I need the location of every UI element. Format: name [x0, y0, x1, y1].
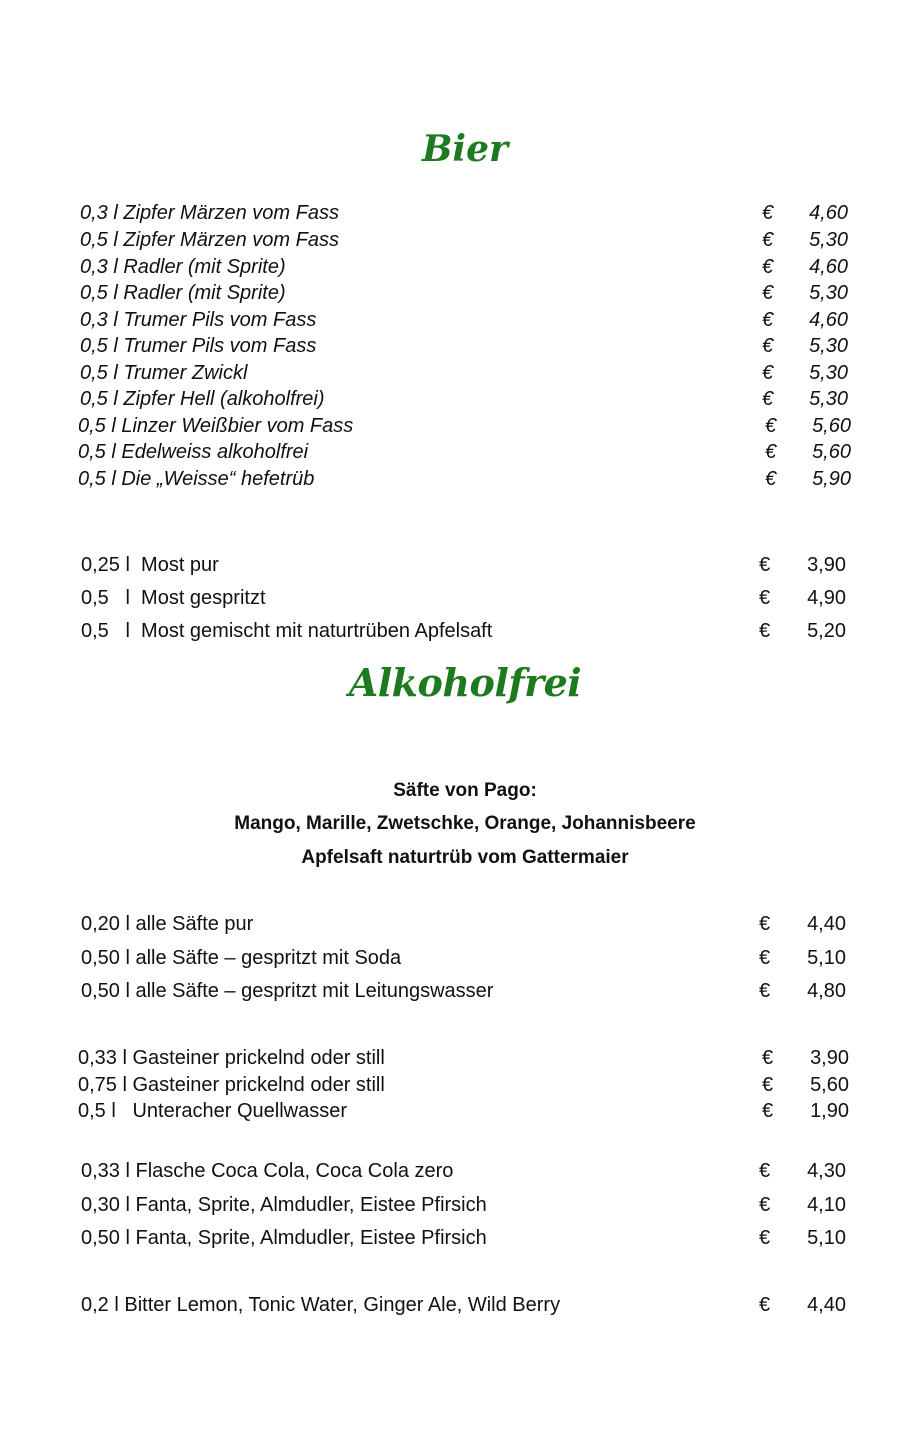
menu-item [81, 1192, 881, 1218]
currency-symbol: € [762, 335, 774, 357]
item-description: 0,5 l Radler (mit Sprite) [80, 282, 286, 304]
item-description: 0,5 l Unteracher Quellwasser [78, 1100, 348, 1122]
item-description: 0,33 l Flasche Coca Cola, Coca Cola zero [81, 1160, 454, 1182]
item-description: 0,5 l Die „Weisse“ hefetrüb [78, 468, 315, 490]
item-description: 0,5 l Zipfer Märzen vom Fass [80, 229, 339, 251]
menu-item [81, 978, 881, 1004]
item-price: 3,90 [810, 1047, 849, 1069]
currency-symbol: € [765, 468, 777, 490]
currency-symbol: € [762, 362, 774, 384]
menu-item [81, 552, 881, 578]
menu-item [78, 466, 878, 492]
section-title-bier: Bier [422, 128, 508, 170]
currency-symbol: € [762, 388, 774, 410]
item-description: 0,2 l Bitter Lemon, Tonic Water, Ginger Ale, Wild Berry [81, 1294, 561, 1316]
currency-symbol: € [765, 441, 777, 463]
item-description: 0,5 l Most gemischt mit naturtrüben Apfelsaft [81, 620, 493, 642]
menu-item [81, 1292, 881, 1318]
currency-symbol: € [765, 415, 777, 437]
juice-flavors-line: Mango, Marille, Zwetschke, Orange, Johannisbeere [234, 813, 696, 834]
menu-item [80, 280, 880, 306]
currency-symbol: € [762, 256, 774, 278]
item-description: 0,3 l Trumer Pils vom Fass [80, 309, 317, 331]
item-price: 5,90 [812, 468, 851, 490]
item-price: 4,60 [809, 202, 848, 224]
item-price: 5,30 [809, 388, 848, 410]
item-price: 5,60 [812, 415, 851, 437]
menu-item [81, 1158, 881, 1184]
item-description: 0,3 l Radler (mit Sprite) [80, 256, 286, 278]
currency-symbol: € [759, 620, 771, 642]
menu-item [81, 585, 881, 611]
currency-symbol: € [759, 1227, 771, 1249]
item-description: 0,50 l alle Säfte – gespritzt mit Leitungswasser [81, 980, 494, 1002]
item-price: 5,10 [807, 1227, 846, 1249]
item-description: 0,5 l Trumer Pils vom Fass [80, 335, 317, 357]
menu-item [78, 1045, 878, 1071]
item-price: 4,40 [807, 913, 846, 935]
menu-item [80, 333, 880, 359]
menu-item [81, 1225, 881, 1251]
item-price: 5,20 [807, 620, 846, 642]
item-description: 0,33 l Gasteiner prickelnd oder still [78, 1047, 385, 1069]
currency-symbol: € [762, 202, 774, 224]
currency-symbol: € [759, 1160, 771, 1182]
menu-item [80, 200, 880, 226]
menu-item [78, 439, 878, 465]
item-description: 0,50 l Fanta, Sprite, Almdudler, Eistee Pfirsich [81, 1227, 487, 1249]
currency-symbol: € [759, 1194, 771, 1216]
currency-symbol: € [762, 309, 774, 331]
item-price: 5,30 [809, 335, 848, 357]
currency-symbol: € [759, 587, 771, 609]
item-description: 0,5 l Zipfer Hell (alkoholfrei) [80, 388, 325, 410]
menu-item [81, 618, 881, 644]
currency-symbol: € [759, 1294, 771, 1316]
menu-item [80, 360, 880, 386]
item-description: 0,5 l Linzer Weißbier vom Fass [78, 415, 354, 437]
item-price: 4,90 [807, 587, 846, 609]
item-description: 0,3 l Zipfer Märzen vom Fass [80, 202, 339, 224]
item-description: 0,5 l Edelweiss alkoholfrei [78, 441, 309, 463]
menu-item [80, 307, 880, 333]
item-price: 4,40 [807, 1294, 846, 1316]
item-description: 0,20 l alle Säfte pur [81, 913, 254, 935]
menu-item [78, 1072, 878, 1098]
item-description: 0,25 l Most pur [81, 554, 219, 576]
item-price: 4,60 [809, 309, 848, 331]
item-price: 4,10 [807, 1194, 846, 1216]
menu-item [80, 227, 880, 253]
item-description: 0,5 l Trumer Zwickl [80, 362, 248, 384]
menu-item [78, 1098, 878, 1124]
menu-item [81, 911, 881, 937]
currency-symbol: € [762, 229, 774, 251]
item-price: 4,60 [809, 256, 848, 278]
item-description: 0,50 l alle Säfte – gespritzt mit Soda [81, 947, 402, 969]
item-price: 1,90 [810, 1100, 849, 1122]
juice-brand-line: Säfte von Pago: [393, 780, 537, 801]
currency-symbol: € [762, 1074, 774, 1096]
item-description: 0,30 l Fanta, Sprite, Almdudler, Eistee Pfirsich [81, 1194, 487, 1216]
item-price: 5,60 [810, 1074, 849, 1096]
menu-item [80, 386, 880, 412]
menu-item [78, 413, 878, 439]
item-price: 5,60 [812, 441, 851, 463]
item-price: 5,30 [809, 362, 848, 384]
item-description: 0,5 l Most gespritzt [81, 587, 266, 609]
currency-symbol: € [762, 282, 774, 304]
currency-symbol: € [759, 947, 771, 969]
currency-symbol: € [759, 913, 771, 935]
item-price: 5,10 [807, 947, 846, 969]
juice-apple-line: Apfelsaft naturtrüb vom Gattermaier [301, 847, 629, 868]
section-title-alkoholfrei: Alkoholfrei [348, 660, 582, 705]
item-price: 4,30 [807, 1160, 846, 1182]
currency-symbol: € [762, 1047, 774, 1069]
currency-symbol: € [762, 1100, 774, 1122]
menu-item [80, 254, 880, 280]
menu-item [81, 945, 881, 971]
item-price: 5,30 [809, 282, 848, 304]
item-price: 5,30 [809, 229, 848, 251]
currency-symbol: € [759, 554, 771, 576]
item-description: 0,75 l Gasteiner prickelnd oder still [78, 1074, 385, 1096]
item-price: 4,80 [807, 980, 846, 1002]
item-price: 3,90 [807, 554, 846, 576]
currency-symbol: € [759, 980, 771, 1002]
